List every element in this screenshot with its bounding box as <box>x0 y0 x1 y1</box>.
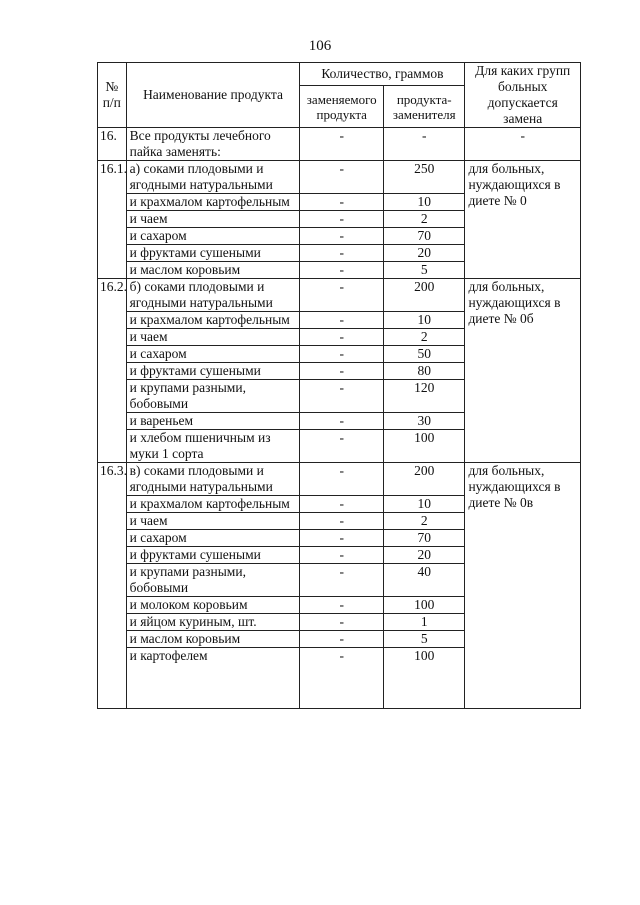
product-name: и яйцом куриным, шт. <box>126 614 300 631</box>
substitute-amount: 2 <box>384 513 465 530</box>
header-substitute: продукта-заменителя <box>384 86 465 128</box>
replaced-amount: - <box>300 648 384 709</box>
replaced-amount: - <box>300 463 384 496</box>
product-name: и сахаром <box>126 346 300 363</box>
replaced-amount: - <box>300 380 384 413</box>
header-groups: Для каких групп больных допускается замена <box>465 63 581 128</box>
product-name: и фруктами сушеными <box>126 547 300 564</box>
substitute-amount: 120 <box>384 380 465 413</box>
page-number: 106 <box>308 38 332 54</box>
patient-group: для больных, нуждающихся в диете № 0 <box>465 161 581 279</box>
substitute-amount: 70 <box>384 228 465 245</box>
replaced-amount: - <box>300 496 384 513</box>
replaced-amount: - <box>300 530 384 547</box>
substitute-amount: 100 <box>384 430 465 463</box>
substitute-amount: 20 <box>384 245 465 262</box>
replaced-amount: - <box>300 228 384 245</box>
product-name: и сахаром <box>126 228 300 245</box>
substitute-amount: 10 <box>384 194 465 211</box>
substitute-amount: 40 <box>384 564 465 597</box>
substitute-amount: 1 <box>384 614 465 631</box>
table-row <box>98 128 581 161</box>
substitute-amount: 200 <box>384 463 465 496</box>
replaced-amount: - <box>300 597 384 614</box>
replaced-amount: - <box>300 245 384 262</box>
replaced-amount: - <box>300 513 384 530</box>
product-name: и хлебом пшеничным из муки 1 сорта <box>126 430 300 463</box>
product-name: и молоком коровьим <box>126 597 300 614</box>
table-row <box>98 463 581 496</box>
product-name: и крупами разными, бобовыми <box>126 380 300 413</box>
substitute-amount: 100 <box>384 648 465 709</box>
patient-group: для больных, нуждающихся в диете № 0в <box>465 463 581 709</box>
replaced-amount: - <box>300 262 384 279</box>
header-num: № п/п <box>98 63 127 128</box>
product-name: и сахаром <box>126 530 300 547</box>
table-row <box>98 161 581 194</box>
product-name: б) соками плодовыми и ягодными натуральными <box>126 279 300 312</box>
product-name: и маслом коровьим <box>126 262 300 279</box>
header-quantity: Количество, граммов <box>300 63 465 86</box>
substitute-amount: 10 <box>384 496 465 513</box>
replaced-amount: - <box>300 329 384 346</box>
substitute-amount: 20 <box>384 547 465 564</box>
replaced-amount: - <box>300 312 384 329</box>
substitute-amount: 10 <box>384 312 465 329</box>
substitute-amount: 5 <box>384 262 465 279</box>
product-name: и маслом коровьим <box>126 631 300 648</box>
product-name: в) соками плодовыми и ягодными натуральными <box>126 463 300 496</box>
substitute-amount: 200 <box>384 279 465 312</box>
replaced-amount: - <box>300 564 384 597</box>
replaced-amount: - <box>300 279 384 312</box>
product-name: и вареньем <box>126 413 300 430</box>
product-name: и чаем <box>126 211 300 228</box>
product-name: и крахмалом картофельным <box>126 496 300 513</box>
product-name: и крупами разными, бобовыми <box>126 564 300 597</box>
substitute-amount: 30 <box>384 413 465 430</box>
product-name: Все продукты лечебного пайка заменять: <box>126 128 300 161</box>
substitute-amount: 5 <box>384 631 465 648</box>
row-number: 16.3. <box>98 463 127 709</box>
product-name: и крахмалом картофельным <box>126 312 300 329</box>
row-number: 16.2. <box>98 279 127 463</box>
product-name: и чаем <box>126 329 300 346</box>
replaced-amount: - <box>300 128 384 161</box>
substitute-amount: 50 <box>384 346 465 363</box>
replaced-amount: - <box>300 161 384 194</box>
substitution-table <box>97 62 581 709</box>
replaced-amount: - <box>300 547 384 564</box>
product-name: а) соками плодовыми и ягодными натуральными <box>126 161 300 194</box>
replaced-amount: - <box>300 631 384 648</box>
substitute-amount: 70 <box>384 530 465 547</box>
substitute-amount: 80 <box>384 363 465 380</box>
replaced-amount: - <box>300 614 384 631</box>
table-row <box>98 279 581 312</box>
replaced-amount: - <box>300 194 384 211</box>
substitute-amount: 250 <box>384 161 465 194</box>
replaced-amount: - <box>300 413 384 430</box>
substitute-amount: 100 <box>384 597 465 614</box>
product-name: и фруктами сушеными <box>126 363 300 380</box>
replaced-amount: - <box>300 346 384 363</box>
patient-group: - <box>465 128 581 161</box>
substitute-amount: - <box>384 128 465 161</box>
substitute-amount: 2 <box>384 211 465 228</box>
patient-group: для больных, нуждающихся в диете № 0б <box>465 279 581 463</box>
replaced-amount: - <box>300 430 384 463</box>
row-number: 16. <box>98 128 127 161</box>
product-name: и крахмалом картофельным <box>126 194 300 211</box>
replaced-amount: - <box>300 363 384 380</box>
product-name: и картофелем <box>126 648 300 709</box>
substitute-amount: 2 <box>384 329 465 346</box>
product-name: и чаем <box>126 513 300 530</box>
product-name: и фруктами сушеными <box>126 245 300 262</box>
row-number: 16.1. <box>98 161 127 279</box>
header-name: Наименование продукта <box>126 63 300 128</box>
header-replaced: заменяемого продукта <box>300 86 384 128</box>
replaced-amount: - <box>300 211 384 228</box>
